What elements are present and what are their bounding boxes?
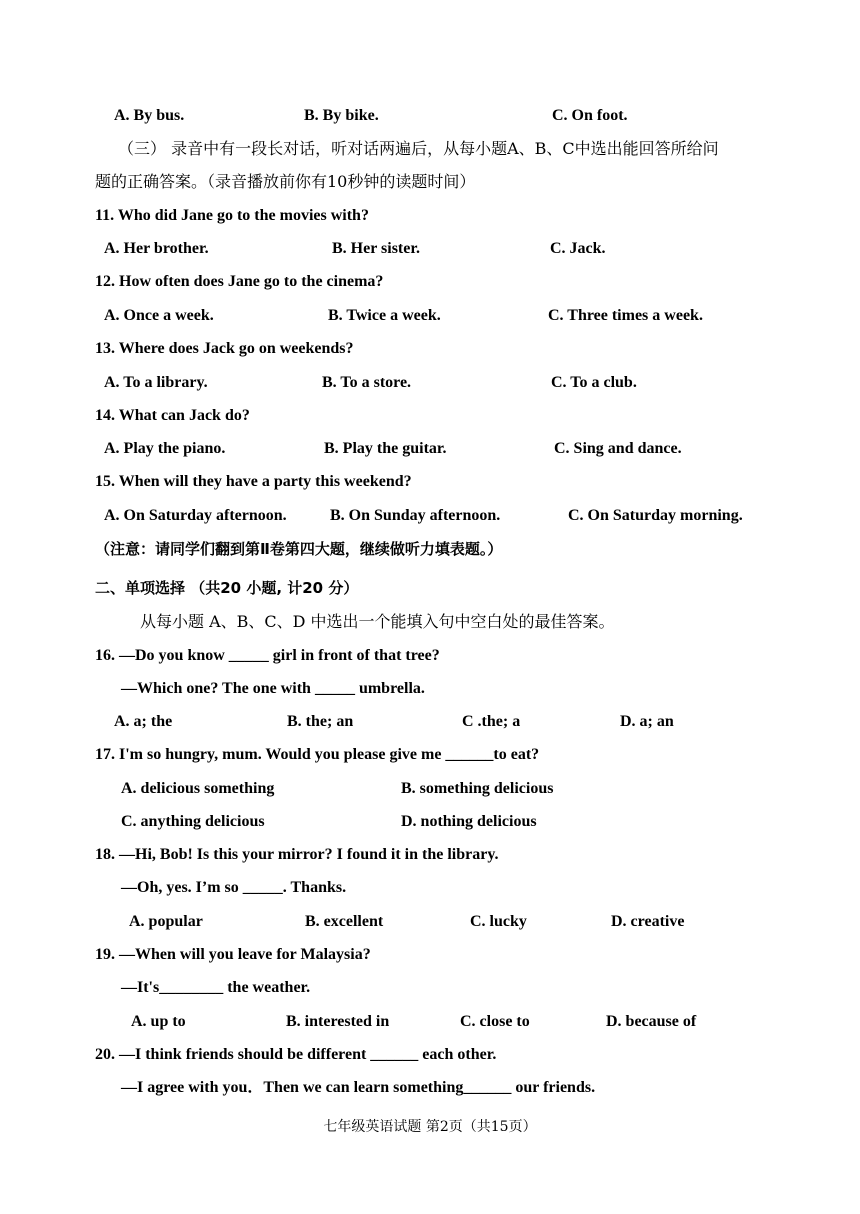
option-a: A. Her brother. bbox=[104, 240, 209, 257]
option-d: D. creative bbox=[611, 913, 685, 930]
option-a: A. Play the piano. bbox=[104, 440, 226, 457]
option-b: B. the; an bbox=[287, 713, 354, 730]
option-d: D. a; an bbox=[620, 713, 674, 730]
option-d: D. because of bbox=[606, 1013, 697, 1030]
question-18-line2: —Oh, yes. I’m so _____. Thanks. bbox=[121, 879, 347, 896]
option-a: A. By bus. bbox=[114, 107, 185, 124]
question-13: 13. Where does Jack go on weekends? bbox=[95, 340, 354, 357]
question-20-line2: —I agree with you．Then we can learn something______ our friends. bbox=[121, 1079, 596, 1096]
option-c: C. On Saturday morning. bbox=[568, 507, 743, 524]
option-c: C. To a club. bbox=[551, 374, 637, 391]
question-11: 11. Who did Jane go to the movies with? bbox=[95, 207, 369, 224]
question-19-line1: 19. —When will you leave for Malaysia? bbox=[95, 946, 371, 963]
question-15: 15. When will they have a party this weekend? bbox=[95, 473, 412, 490]
section2-title: 二、单项选择 （共20 小题, 计20 分） bbox=[95, 579, 359, 597]
question-12: 12. How often does Jane go to the cinema? bbox=[95, 273, 384, 290]
option-b: B. Twice a week. bbox=[328, 307, 441, 324]
option-b: B. On Sunday afternoon. bbox=[330, 507, 501, 524]
option-b: B. interested in bbox=[286, 1013, 390, 1030]
section3-line1: （三） 录音中有一段长对话，听对话两遍后，从每小题A、B、C中选出能回答所给问 bbox=[118, 139, 719, 158]
option-b: B. Her sister. bbox=[332, 240, 420, 257]
option-c: C. anything delicious bbox=[121, 813, 265, 830]
question-16-line2: —Which one? The one with _____ umbrella. bbox=[121, 680, 425, 697]
option-a: A. popular bbox=[129, 913, 203, 930]
option-c: C. Sing and dance. bbox=[554, 440, 682, 457]
question-17-line1: 17. I'm so hungry, mum. Would you please give me ______to eat? bbox=[95, 746, 540, 763]
section3-line2: 题的正确答案。（录音播放前你有10秒钟的读题时间） bbox=[95, 172, 476, 191]
option-a: A. up to bbox=[131, 1013, 186, 1030]
option-a: A. Once a week. bbox=[104, 307, 214, 324]
option-b: B. something delicious bbox=[401, 780, 554, 797]
section2-instruction: 从每小题 A、B、C、D 中选出一个能填入句中空白处的最佳答案。 bbox=[140, 612, 615, 631]
option-c: C. close to bbox=[460, 1013, 530, 1030]
option-c: C. On foot. bbox=[552, 107, 628, 124]
option-a: A. a; the bbox=[114, 713, 173, 730]
option-c: C. lucky bbox=[470, 913, 527, 930]
option-b: B. By bike. bbox=[304, 107, 379, 124]
question-19-line2: —It's________ the weather. bbox=[121, 979, 311, 996]
question-16-line1: 16. —Do you know _____ girl in front of that tree? bbox=[95, 647, 440, 664]
option-d: D. nothing delicious bbox=[401, 813, 537, 830]
option-b: B. To a store. bbox=[322, 374, 412, 391]
option-a: A. delicious something bbox=[121, 780, 275, 797]
option-c: C. Three times a week. bbox=[548, 307, 703, 324]
page-footer: 七年级英语试题 第2页（共15页） bbox=[323, 1119, 537, 1135]
question-20-line1: 20. —I think friends should be different ______ each other. bbox=[95, 1046, 497, 1063]
option-b: B. Play the guitar. bbox=[324, 440, 447, 457]
question-18-line1: 18. —Hi, Bob! Is this your mirror? I found it in the library. bbox=[95, 846, 499, 863]
question-14: 14. What can Jack do? bbox=[95, 407, 250, 424]
option-a: A. To a library. bbox=[104, 374, 208, 391]
option-c: C .the; a bbox=[462, 713, 521, 730]
note-text: （注意：请同学们翻到第Ⅱ卷第四大题，继续做听力填表题。） bbox=[95, 540, 503, 558]
option-b: B. excellent bbox=[305, 913, 384, 930]
option-c: C. Jack. bbox=[550, 240, 606, 257]
option-a: A. On Saturday afternoon. bbox=[104, 507, 287, 524]
